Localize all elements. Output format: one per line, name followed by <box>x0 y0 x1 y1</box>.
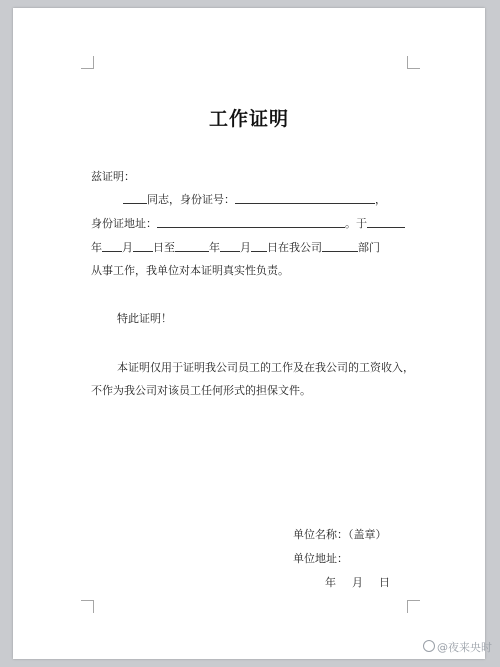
special-text: 特此证明！ <box>117 312 172 325</box>
line4-text: 从事工作，我单位对本证明真实性负责。 <box>91 264 289 277</box>
line-dates <box>91 239 380 255</box>
year2-text: 年 <box>209 241 220 254</box>
note-line-2 <box>91 382 311 398</box>
unit-name <box>293 526 387 542</box>
document-page <box>13 8 485 659</box>
unit-address-text: 单位地址： <box>293 552 348 565</box>
line1-text-b: ， <box>375 193 386 206</box>
year-text: 年 <box>91 241 102 254</box>
special-statement <box>117 310 172 326</box>
blank-department[interactable] <box>322 240 358 252</box>
blank-address[interactable] <box>157 216 345 228</box>
watermark-text: @夜来央时 <box>437 641 492 654</box>
at-company-text: 日在我公司 <box>267 241 322 254</box>
crop-mark-top-left <box>81 56 94 69</box>
month2-text: 月 <box>240 241 251 254</box>
crop-mark-top-right <box>407 56 420 69</box>
line2-text-b: 。于 <box>345 217 367 230</box>
line-responsibility <box>91 262 289 278</box>
unit-name-text: 单位名称：（盖章） <box>293 528 387 541</box>
greeting-text: 兹证明： <box>91 170 135 183</box>
blank-end-day[interactable] <box>251 240 267 252</box>
date-year: 年 <box>325 576 336 589</box>
blank-start-year[interactable] <box>367 216 405 228</box>
blank-name[interactable] <box>123 192 147 204</box>
blank-start-day[interactable] <box>133 240 153 252</box>
watermark-icon <box>423 640 435 652</box>
blank-end-month[interactable] <box>220 240 240 252</box>
day-to-text: 日至 <box>153 241 175 254</box>
crop-mark-bottom-right <box>407 600 420 613</box>
blank-end-year[interactable] <box>175 240 209 252</box>
watermark <box>423 639 492 655</box>
dept-text: 部门 <box>358 241 380 254</box>
signature-date <box>325 574 390 590</box>
date-month: 月 <box>352 576 363 589</box>
note2-text: 不作为我公司对该员工任何形式的担保文件。 <box>91 384 311 397</box>
crop-mark-bottom-left <box>81 600 94 613</box>
note-line-1 <box>117 359 414 375</box>
date-day: 日 <box>379 576 390 589</box>
greeting <box>91 168 135 184</box>
blank-id-number[interactable] <box>235 192 375 204</box>
unit-address <box>293 550 348 566</box>
line-address <box>91 215 405 231</box>
note1-text: 本证明仅用于证明我公司员工的工作及在我公司的工资收入， <box>117 361 414 374</box>
line2-text-a: 身份证地址： <box>91 217 157 230</box>
month-text: 月 <box>122 241 133 254</box>
blank-start-month[interactable] <box>102 240 122 252</box>
line-name-id <box>123 191 386 207</box>
document-title: 工作证明 <box>208 108 289 130</box>
line1-text-a: 同志，身份证号： <box>147 193 235 206</box>
